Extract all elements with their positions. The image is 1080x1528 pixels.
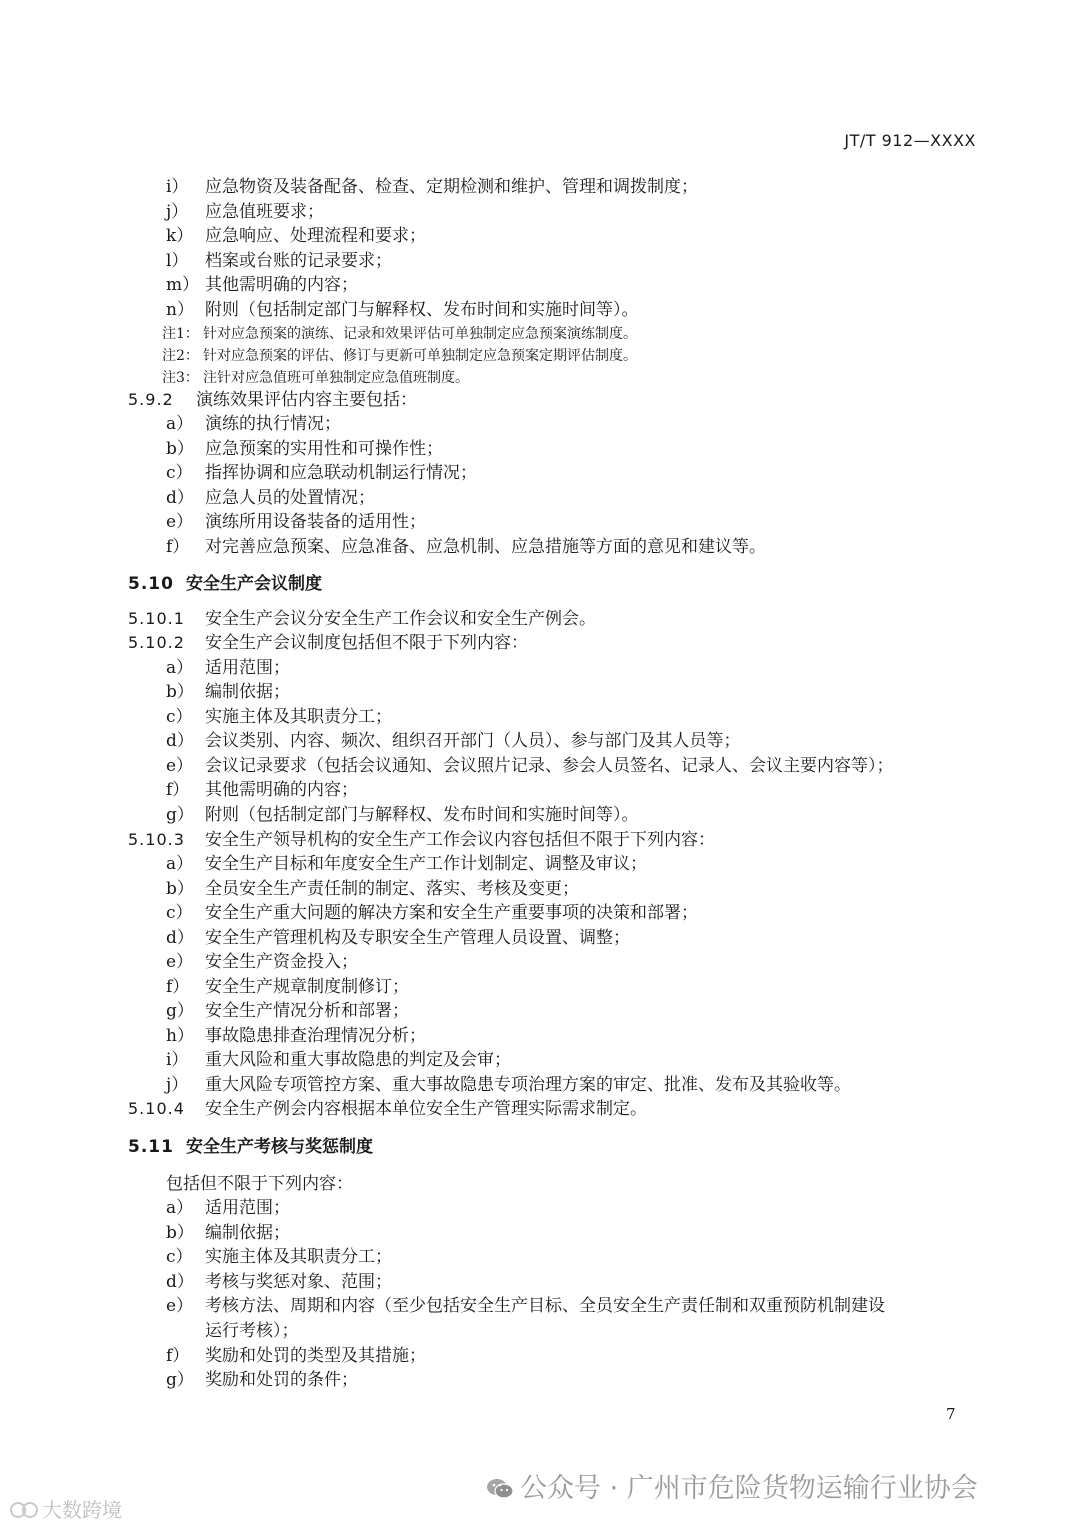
item-label: c） bbox=[166, 707, 193, 727]
page-number: 7 bbox=[946, 1405, 956, 1423]
item-text: 实施主体及其职责分工； bbox=[205, 707, 392, 727]
note-label: 注1： bbox=[162, 326, 199, 342]
item-text: 应急物资及装备配备、检查、定期检测和维护、管理和调拨制度； bbox=[205, 177, 698, 197]
section-title: 安全生产考核与奖惩制度 bbox=[186, 1137, 373, 1157]
item-label: f） bbox=[166, 977, 190, 997]
item-text: 编制依据； bbox=[205, 682, 290, 702]
item-text: 应急预案的实用性和可操作性； bbox=[205, 439, 443, 459]
item-label: i） bbox=[166, 177, 189, 197]
note-text: 注针对应急值班可单独制定应急值班制度。 bbox=[203, 370, 469, 386]
item-text: 其他需明确的内容； bbox=[205, 780, 358, 800]
item-label: g） bbox=[166, 805, 194, 825]
item-text: 应急响应、处理流程和要求； bbox=[205, 226, 426, 246]
item-label: f） bbox=[166, 537, 190, 557]
clause-text: 安全生产会议制度包括但不限于下列内容： bbox=[205, 633, 528, 653]
clause-text: 演练效果评估内容主要包括： bbox=[196, 390, 417, 410]
item-label: f） bbox=[166, 780, 190, 800]
item-text: 安全生产目标和年度安全生产工作计划制定、调整及审议； bbox=[205, 854, 647, 874]
wechat-icon bbox=[486, 1477, 514, 1501]
item-text: 考核方法、周期和内容（至少包括安全生产目标、全员安全生产责任制和双重预防机制建设 bbox=[205, 1296, 885, 1316]
brand-icon bbox=[8, 1500, 42, 1520]
watermark-text: 公众号 · 广州市危险货物运输行业协会 bbox=[520, 1473, 978, 1504]
clause-text: 安全生产会议分安全生产工作会议和安全生产例会。 bbox=[205, 609, 596, 629]
item-text: 其他需明确的内容； bbox=[205, 275, 358, 295]
item-label: b） bbox=[166, 1223, 194, 1243]
item-label: f） bbox=[166, 1346, 190, 1366]
item-text: 事故隐患排查治理情况分析； bbox=[205, 1026, 426, 1046]
item-text: 应急人员的处置情况； bbox=[205, 488, 375, 508]
item-text: 演练的执行情况； bbox=[205, 414, 341, 434]
item-label: m） bbox=[166, 275, 200, 295]
note-text: 针对应急预案的演练、记录和效果评估可单独制定应急预案演练制度。 bbox=[203, 326, 637, 342]
item-text: 演练所用设备装备的适用性； bbox=[205, 512, 426, 532]
item-label: i） bbox=[166, 1050, 189, 1070]
clause-number: 5.10.1 bbox=[128, 609, 185, 628]
item-label: l） bbox=[166, 251, 189, 271]
watermark bbox=[486, 1466, 978, 1505]
item-label: g） bbox=[166, 1001, 194, 1021]
item-text: 安全生产规章制度制修订； bbox=[205, 977, 409, 997]
item-label: c） bbox=[166, 903, 193, 923]
item-text: 对完善应急预案、应急准备、应急机制、应急措施等方面的意见和建议等。 bbox=[205, 537, 766, 557]
clause-number: 5.10.4 bbox=[128, 1099, 185, 1118]
item-text: 指挥协调和应急联动机制运行情况； bbox=[205, 463, 477, 483]
corner-watermark-text: 大数跨境 bbox=[42, 1498, 122, 1522]
item-label: h） bbox=[166, 1026, 194, 1046]
item-text: 附则（包括制定部门与解释权、发布时间和实施时间等）。 bbox=[205, 300, 639, 320]
note-label: 注3： bbox=[162, 370, 199, 386]
paragraph-text: 包括但不限于下列内容： bbox=[166, 1174, 353, 1194]
item-label: b） bbox=[166, 682, 194, 702]
item-text: 安全生产管理机构及专职安全生产管理人员设置、调整； bbox=[205, 928, 630, 948]
item-text: 会议记录要求（包括会议通知、会议照片记录、参会人员签名、记录人、会议主要内容等）； bbox=[205, 756, 894, 776]
item-text: 全员安全生产责任制的制定、落实、考核及变更； bbox=[205, 879, 579, 899]
item-text: 附则（包括制定部门与解释权、发布时间和实施时间等）。 bbox=[205, 805, 639, 825]
item-text: 适用范围； bbox=[205, 658, 290, 678]
item-text: 奖励和处罚的条件； bbox=[205, 1370, 358, 1390]
item-text: 重大风险和重大事故隐患的判定及会审； bbox=[205, 1050, 511, 1070]
item-label: k） bbox=[166, 226, 194, 246]
note-label: 注2： bbox=[162, 348, 199, 364]
item-label: j） bbox=[166, 1075, 189, 1095]
item-label: n） bbox=[166, 300, 194, 320]
section-number: 5.10 bbox=[128, 574, 174, 594]
item-text: 会议类别、内容、频次、组织召开部门（人员）、参与部门及其人员等； bbox=[205, 731, 741, 751]
item-text: 安全生产资金投入； bbox=[205, 952, 358, 972]
clause-text: 安全生产例会内容根据本单位安全生产管理实际需求制定。 bbox=[205, 1099, 647, 1119]
item-label: a） bbox=[166, 854, 194, 874]
item-label: e） bbox=[166, 512, 194, 532]
item-label: a） bbox=[166, 414, 194, 434]
item-text: 应急值班要求； bbox=[205, 202, 324, 222]
item-label: b） bbox=[166, 439, 194, 459]
item-label: d） bbox=[166, 1272, 194, 1292]
item-text: 重大风险专项管控方案、重大事故隐患专项治理方案的审定、批准、发布及其验收等。 bbox=[205, 1075, 851, 1095]
item-text: 运行考核）； bbox=[205, 1321, 299, 1341]
clause-text: 安全生产领导机构的安全生产工作会议内容包括但不限于下列内容： bbox=[205, 830, 715, 850]
item-label: b） bbox=[166, 879, 194, 899]
section-number: 5.11 bbox=[128, 1137, 174, 1157]
clause-number: 5.9.2 bbox=[128, 390, 174, 409]
item-label: g） bbox=[166, 1370, 194, 1390]
item-text: 编制依据； bbox=[205, 1223, 290, 1243]
item-label: d） bbox=[166, 731, 194, 751]
item-text: 实施主体及其职责分工； bbox=[205, 1247, 392, 1267]
item-label: e） bbox=[166, 1296, 194, 1316]
note-text: 针对应急预案的评估、修订与更新可单独制定应急预案定期评估制度。 bbox=[203, 348, 637, 364]
standard-code: JT/T 912—XXXX bbox=[844, 131, 976, 150]
item-text: 档案或台账的记录要求； bbox=[205, 251, 392, 271]
item-text: 安全生产情况分析和部署； bbox=[205, 1001, 409, 1021]
item-label: e） bbox=[166, 756, 194, 776]
item-label: e） bbox=[166, 952, 194, 972]
item-label: a） bbox=[166, 1198, 194, 1218]
item-label: d） bbox=[166, 928, 194, 948]
item-label: j） bbox=[166, 202, 189, 222]
clause-number: 5.10.3 bbox=[128, 830, 185, 849]
item-text: 安全生产重大问题的解决方案和安全生产重要事项的决策和部署； bbox=[205, 903, 698, 923]
clause-number: 5.10.2 bbox=[128, 633, 185, 652]
item-label: a） bbox=[166, 658, 194, 678]
item-text: 考核与奖惩对象、范围； bbox=[205, 1272, 392, 1292]
item-text: 奖励和处罚的类型及其措施； bbox=[205, 1346, 426, 1366]
section-title: 安全生产会议制度 bbox=[186, 574, 322, 594]
item-label: c） bbox=[166, 1247, 193, 1267]
corner-watermark bbox=[8, 1494, 122, 1523]
item-label: d） bbox=[166, 488, 194, 508]
item-label: c） bbox=[166, 463, 193, 483]
item-text: 适用范围； bbox=[205, 1198, 290, 1218]
